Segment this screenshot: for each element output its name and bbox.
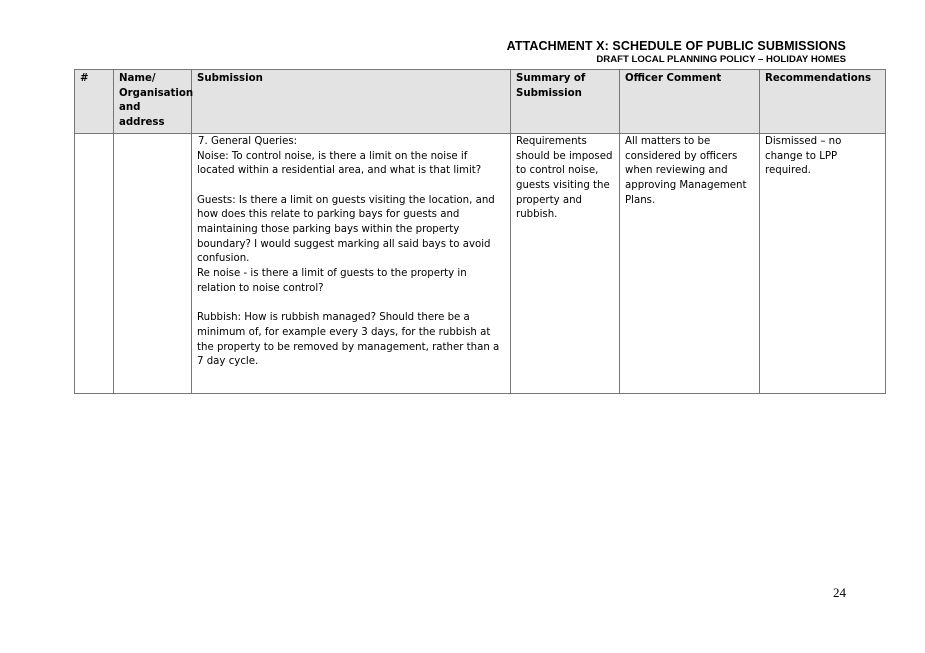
cell-name: [114, 133, 192, 393]
column-header-name: Name/ Organisation and address: [114, 70, 192, 134]
column-header-recommendations: Recommendations: [760, 70, 886, 134]
document-subtitle: DRAFT LOCAL PLANNING POLICY – HOLIDAY HOMES: [596, 54, 846, 65]
cell-recommendation: Dismissed – no change to LPP required.: [760, 133, 886, 393]
submission-rubbish: Rubbish: How is rubbish managed? Should there be a minimum of, for example every 3 days, for the rubbish at the property to be removed by management, rather than a 7 day cycle.: [197, 312, 500, 368]
cell-submission: [192, 133, 511, 393]
column-header-submission: Submission: [192, 70, 511, 134]
table-row: [75, 133, 886, 393]
submission-heading: 7. General Queries:: [198, 135, 298, 147]
submissions-table: [74, 69, 886, 394]
document-title: ATTACHMENT X: SCHEDULE OF PUBLIC SUBMISSIONS: [506, 39, 846, 53]
column-header-summary: Summary of Submission: [511, 70, 620, 134]
column-header-officer-comment: Officer Comment: [620, 70, 760, 134]
spacer: [197, 297, 505, 312]
cell-summary: Requirements should be imposed to control noise, guests visiting the property and rubbish.: [511, 133, 620, 393]
spacer: [197, 179, 505, 194]
cell-number: [75, 133, 114, 393]
submission-guests: Guests: Is there a limit on guests visiting the location, and how does this relate to parking bays for guests and maintaining those parking bays within the property boundary? I would suggest marking all said bays to avoid confusion.: [197, 194, 495, 265]
table-header-row: [75, 70, 886, 134]
page-number: 24: [833, 585, 846, 600]
column-header-number: #: [75, 70, 114, 134]
submission-re-noise: Re noise - is there a limit of guests to the property in relation to noise control?: [197, 268, 467, 294]
submission-noise: Noise: To control noise, is there a limit on the noise if located within a residential area, and what is that limit?: [197, 150, 482, 177]
cell-officer-comment: All matters to be considered by officers when reviewing and approving Management Plans.: [620, 133, 760, 393]
